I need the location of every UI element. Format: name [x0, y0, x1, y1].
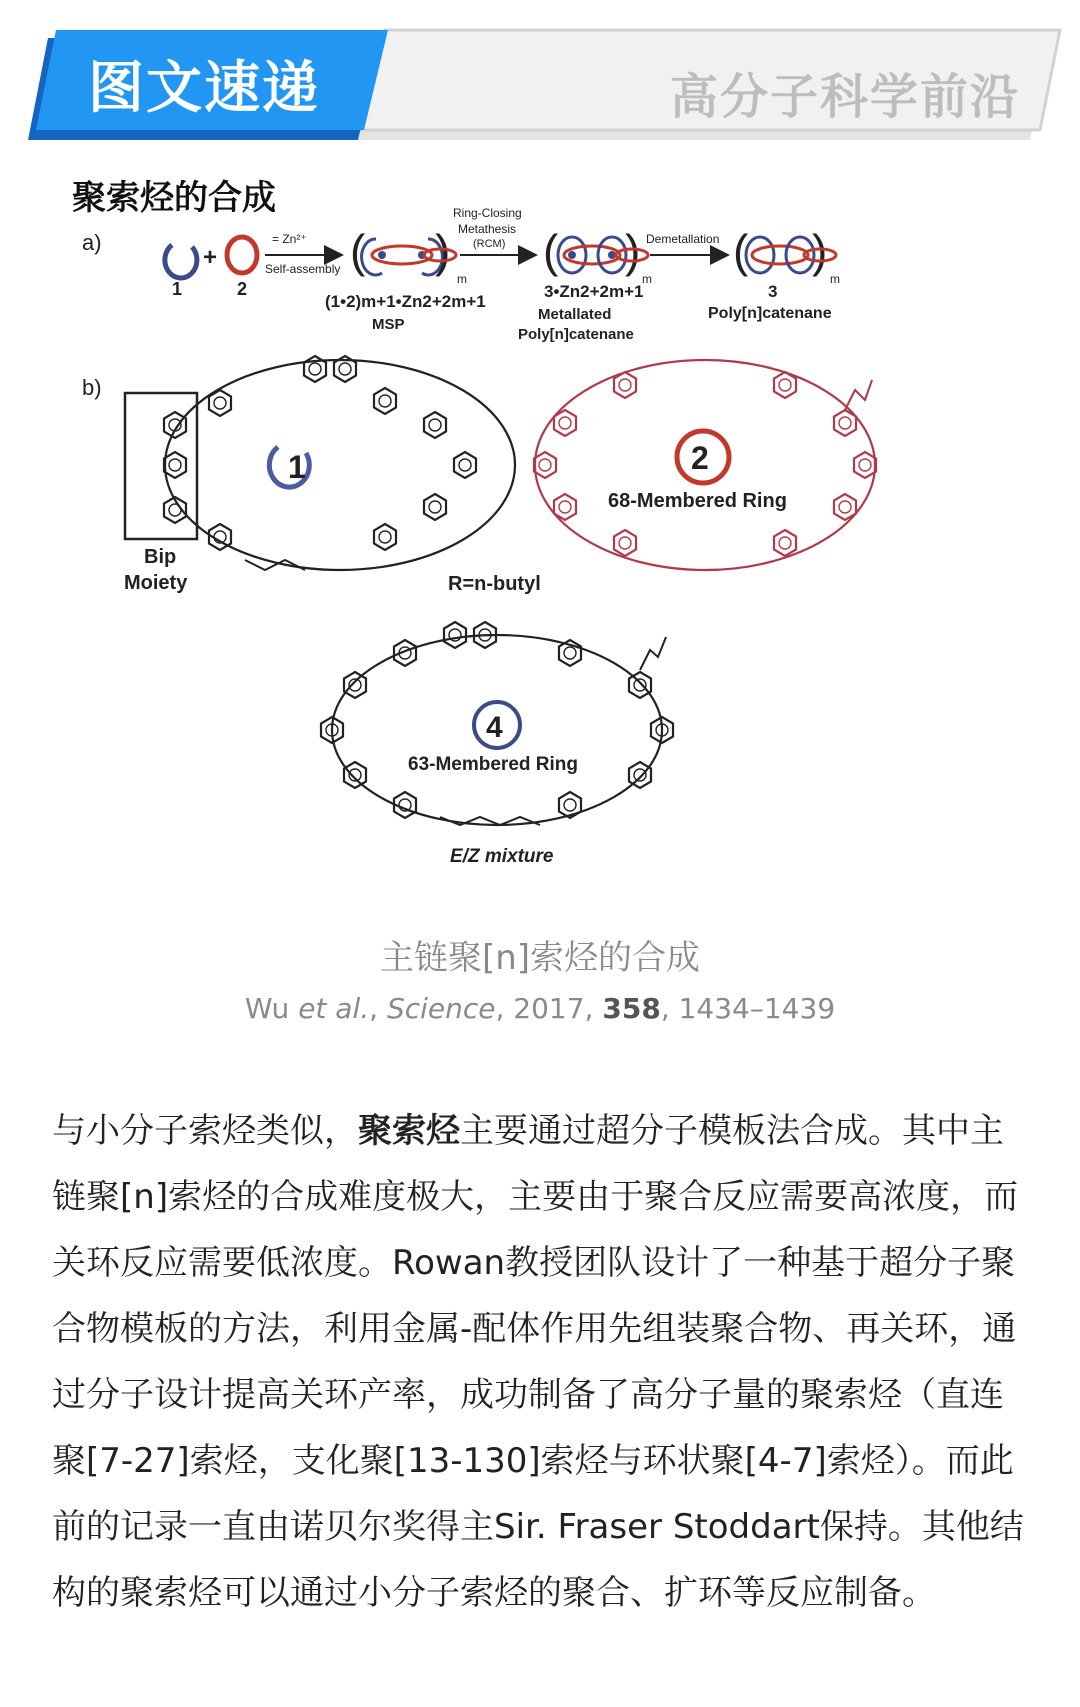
plus-sign: +: [203, 244, 218, 271]
label-2: 2: [237, 279, 248, 299]
header-banner: [0, 0, 1080, 160]
figure-caption: 主链聚[n]索烃的合成: [379, 938, 701, 978]
figure-svg: [60, 206, 1020, 925]
svg-text:(: (: [733, 225, 749, 277]
ring-1-icon: [165, 245, 197, 278]
ring-4-label: 63-Membered Ring: [408, 754, 578, 775]
panel-a-label: a): [82, 230, 102, 255]
metallated-label: Metallated: [538, 306, 612, 323]
zn-legend: = Zn²⁺: [272, 232, 307, 246]
ring-2-label: 68-Membered Ring: [608, 490, 787, 512]
banner-title: 图文速递: [88, 56, 320, 121]
self-assembly-label: Self-assembly: [265, 262, 341, 276]
ring-2-icon: [227, 237, 257, 273]
svg-text:m: m: [457, 272, 467, 286]
section-title: 聚索烃的合成: [72, 178, 276, 218]
figure-citation: Wu et al., Science, 2017, 358, 1434–1439: [244, 992, 836, 1025]
bip-label-2: Moiety: [124, 572, 188, 594]
body-paragraph: 与小分子索烃类似，聚索烃主要通过超分子模板法合成。其中主链聚[n]索烃的合成难度极大，主要由于聚合反应需要高浓度，而关环反应需要低浓度。Rowan教授团队设计了一种基于超分子聚合物模板的方法，利用金属-配体作用先组装聚合物、再关环，通过分子设计提高关环产率，成功制备了高分子量的聚索烃（直连聚[7-27]索烃，支化聚[13-130]索烃与环状聚[4-7]索烃）。而此前的记录一直由诺贝尔奖得主Sir. Fraser Stoddart保持。其他结构的聚索烃可以通过小分子索烃的聚合、扩环等反应制备。: [52, 1111, 1024, 1613]
macrocycle-1: [164, 356, 515, 570]
polycatenane-product: [733, 225, 840, 286]
svg-text:m: m: [830, 272, 840, 286]
metallated-formula: 3•Zn2+2m+1: [544, 282, 644, 301]
bold-term: 聚索烃: [358, 1111, 460, 1151]
msp-formula: (1•2)m+1•Zn2+2m+1: [325, 292, 486, 311]
metallated-polycatenane: [543, 225, 652, 286]
panel-b-label: b): [82, 375, 102, 400]
metallated-poly-label: Poly[n]catenane: [518, 326, 634, 343]
svg-text:): ): [435, 225, 451, 277]
r-definition: R=n-butyl: [448, 573, 541, 595]
rcm-line-1: Ring-Closing: [453, 206, 522, 220]
product-number: 3: [768, 282, 778, 301]
ring-1-number: 1: [288, 449, 306, 485]
ez-mixture-label: E/Z mixture: [450, 846, 554, 867]
svg-text:): ): [812, 225, 828, 277]
svg-text:(: (: [543, 225, 559, 277]
rcm-line-3: (RCM): [473, 238, 506, 250]
svg-text:(: (: [350, 225, 366, 277]
svg-text:): ): [625, 225, 641, 277]
msp-structure: [350, 225, 467, 286]
label-1: 1: [172, 279, 183, 299]
product-name: Poly[n]catenane: [708, 305, 832, 322]
msp-label: MSP: [372, 316, 405, 333]
ring-2-number: 2: [691, 440, 709, 476]
banner-source: 高分子科学前沿: [669, 69, 1020, 125]
svg-text:m: m: [642, 272, 652, 286]
ring-4-number: 4: [486, 711, 503, 744]
bip-label-1: Bip: [144, 546, 177, 568]
rcm-line-2: Metathesis: [458, 222, 517, 236]
demetallation-label: Demetallation: [646, 232, 720, 246]
catenane-synthesis-figure: [60, 206, 1020, 925]
